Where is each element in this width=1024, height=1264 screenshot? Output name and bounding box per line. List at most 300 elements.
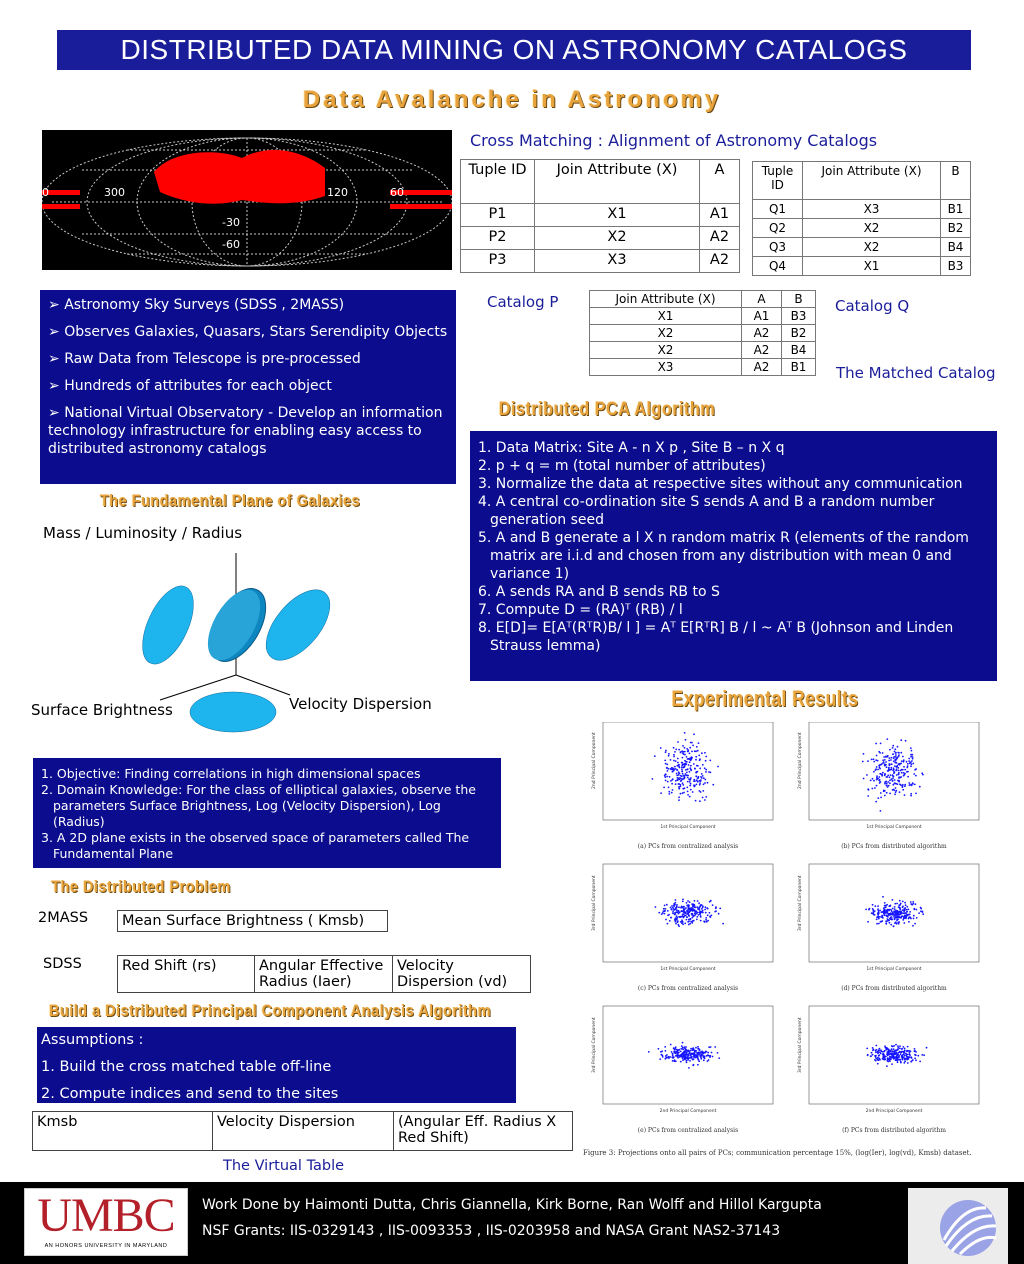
scatter-point [707, 914, 709, 916]
scatter-point [699, 911, 701, 913]
table-cell: A1 [700, 204, 740, 227]
scatter-point [665, 1050, 667, 1052]
scatter-point [892, 908, 894, 910]
scatter-point [904, 785, 906, 787]
scatter-point [897, 746, 899, 748]
scatter-point [693, 915, 695, 917]
scatter-point [876, 766, 878, 768]
scatter-point [670, 1044, 672, 1046]
scatter-point [701, 1051, 703, 1053]
scatter-point [666, 776, 668, 778]
scatter-point [907, 776, 909, 778]
scatter-point [695, 906, 697, 908]
scatter-point [891, 757, 893, 759]
scatter-point [897, 767, 899, 769]
table-cell: B4 [782, 342, 816, 359]
arrow-bullet-icon: ➢ [48, 378, 65, 394]
scatter-point [898, 773, 900, 775]
scatter-point [694, 911, 696, 913]
scatter-point [905, 1055, 907, 1057]
scatter-point [894, 922, 896, 924]
scatter-point [682, 792, 684, 794]
scatter-point [702, 764, 704, 766]
scatter-point [701, 1054, 703, 1056]
scatter-point [870, 1055, 872, 1057]
scatter-point [704, 921, 706, 923]
table-cell: A1 [742, 308, 782, 325]
scatter-point [680, 786, 682, 788]
scatter-point [873, 780, 875, 782]
scatter-point [917, 1055, 919, 1057]
scatter-point [666, 767, 668, 769]
scatter-point [888, 905, 890, 907]
scatter-point [880, 921, 882, 923]
scatter-point [692, 913, 694, 915]
scatter-point [891, 1048, 893, 1050]
scatter-point [908, 1050, 910, 1052]
scatter-point [909, 1054, 911, 1056]
scatter-point [670, 907, 672, 909]
scatter-point [904, 794, 906, 796]
scatter-point [681, 770, 683, 772]
assumptions-item: 2. Compute indices and send to the sites [41, 1086, 339, 1102]
scatter-point [695, 756, 697, 758]
objective-item: 2. Domain Knowledge: For the class of elliptical galaxies, observe the parameters Surface Brightness, Log (Velocity Dispersion), Log (Radius) [41, 782, 476, 829]
table-cell: P1 [461, 204, 535, 227]
scatter-ylabel: 3rd Principal Component [798, 1017, 803, 1073]
scatter-point [874, 787, 876, 789]
scatter-point [680, 907, 682, 909]
scatter-point [722, 923, 724, 925]
scatter-point [669, 1056, 671, 1058]
scatter-point [867, 921, 869, 923]
scatter-point [679, 767, 681, 769]
scatter-point [893, 1056, 895, 1058]
scatter-point [890, 774, 892, 776]
scatter-point [670, 780, 672, 782]
scatter-point [891, 1055, 893, 1057]
scatter-point [922, 911, 924, 913]
scatter-point [882, 759, 884, 761]
scatter-point [873, 771, 875, 773]
scatter-point [680, 1054, 682, 1056]
scatter-point [677, 911, 679, 913]
scatter-point [714, 911, 716, 913]
scatter-point [902, 1046, 904, 1048]
scatter-point [689, 761, 691, 763]
scatter-point [693, 786, 695, 788]
scatter-point [665, 919, 667, 921]
scatter-point [669, 776, 671, 778]
scatter-point [686, 1060, 688, 1062]
scatter-point [665, 750, 667, 752]
scatter-point [866, 774, 868, 776]
scatter-point [913, 773, 915, 775]
scatter-point [896, 774, 898, 776]
pca-step: 2. p + q = m (total number of attributes) [478, 458, 766, 474]
scatter-point [896, 903, 898, 905]
scatter-point [891, 763, 893, 765]
scatter-point [682, 1047, 684, 1049]
scatter-point [689, 785, 691, 787]
scatter-point [896, 923, 898, 925]
scatter-point [690, 789, 692, 791]
scatter-xlabel: 1st Principal Component [660, 825, 716, 830]
scatter-point [894, 908, 896, 910]
scatter-point [902, 789, 904, 791]
scatter-point [875, 801, 877, 803]
assumptions-item: 1. Build the cross matched table off-line [41, 1059, 332, 1075]
table-cell: (Angular Eff. Radius X Red Shift) [394, 1112, 573, 1151]
scatter-point [902, 756, 904, 758]
scatter-point [915, 909, 917, 911]
scatter-point [907, 763, 909, 765]
scatter-point [671, 1051, 673, 1053]
scatter-point [690, 1054, 692, 1056]
table-cell: Velocity Dispersion [213, 1112, 394, 1151]
scatter-point [680, 784, 682, 786]
scatter-point [693, 1049, 695, 1051]
scatter-point [889, 1056, 891, 1058]
scatter-point [668, 787, 670, 789]
scatter-point [682, 773, 684, 775]
scatter-point [862, 761, 864, 763]
scatter-point [907, 1062, 909, 1064]
scatter-point [693, 909, 695, 911]
scatter-point [683, 763, 685, 765]
scatter-point [888, 909, 890, 911]
scatter-point [877, 760, 879, 762]
scatter-point [705, 769, 707, 771]
scatter-point [886, 782, 888, 784]
scatter-point [883, 790, 885, 792]
scatter-point [889, 780, 891, 782]
scatter-point [665, 780, 667, 782]
figure-caption: Figure 3: Projections onto all pairs of PCs; communication percentage 15%, (log(Ier), log(vd), Kmsb) dataset. [583, 1149, 972, 1157]
arrow-bullet-icon: ➢ [48, 405, 65, 421]
experimental-scatter-plots [583, 722, 995, 1160]
scatter-point [865, 909, 867, 911]
table-cell: P2 [461, 227, 535, 250]
scatter-point [682, 788, 684, 790]
scatter-point [878, 917, 880, 919]
scatter-point [903, 761, 905, 763]
scatter-point [704, 799, 706, 801]
scatter-point [700, 1051, 702, 1053]
scatter-point [678, 925, 680, 927]
scatter-point [876, 1051, 878, 1053]
scatter-point [698, 742, 700, 744]
scatter-point [705, 1051, 707, 1053]
scatter-point [684, 760, 686, 762]
scatter-point [701, 752, 703, 754]
table-cell: X1 [535, 204, 700, 227]
scatter-point [705, 756, 707, 758]
scatter-point [687, 768, 689, 770]
scatter-point [894, 793, 896, 795]
scatter-point [893, 767, 895, 769]
scatter-point [690, 765, 692, 767]
scatter-point [891, 778, 893, 780]
scatter-point [652, 778, 654, 780]
scatter-point [911, 1057, 913, 1059]
scatter-point [879, 1048, 881, 1050]
scatter-point [907, 1046, 909, 1048]
scatter-ylabel: 3rd Principal Component [592, 875, 597, 931]
scatter-point [888, 920, 890, 922]
scatter-panel [797, 722, 979, 850]
scatter-point [872, 1047, 874, 1049]
scatter-point [696, 765, 698, 767]
scatter-point [894, 779, 896, 781]
scatter-point [884, 773, 886, 775]
table-cell: A2 [742, 325, 782, 342]
scatter-point [679, 916, 681, 918]
scatter-point [877, 1063, 879, 1065]
scatter-point [685, 769, 687, 771]
pca-step: 5. A and B generate a l X n random matrix R (elements of the random matrix are i.i.d and chosen from any distribution with mean 0 and variance 1) [478, 530, 969, 582]
scatter-ylabel: 3rd Principal Component [592, 1017, 597, 1073]
scatter-point [699, 790, 701, 792]
scatter-point [912, 756, 914, 758]
scatter-point [872, 1054, 874, 1056]
scatter-point [886, 920, 888, 922]
scatter-xlabel: 1st Principal Component [866, 967, 922, 972]
assumptions-box [37, 1027, 516, 1103]
scatter-point [682, 757, 684, 759]
scatter-point [678, 1049, 680, 1051]
catalog-q-header: Join Attribute (X) [803, 162, 941, 200]
scatter-point [894, 910, 896, 912]
scatter-point [682, 782, 684, 784]
scatter-point [879, 766, 881, 768]
scatter-point [901, 1048, 903, 1050]
scatter-point [690, 769, 692, 771]
scatter-point [704, 779, 706, 781]
scatter-point [684, 775, 686, 777]
scatter-point [900, 770, 902, 772]
scatter-point [874, 910, 876, 912]
scatter-point [877, 769, 879, 771]
scatter-point [696, 784, 698, 786]
catalog-p-header: Join Attribute (X) [535, 160, 700, 204]
pca-algorithm-heading: Distributed PCA Algorithm [498, 399, 716, 420]
scatter-point [692, 791, 694, 793]
table-cell: X2 [535, 227, 700, 250]
scatter-point [686, 916, 688, 918]
scatter-point [676, 773, 678, 775]
scatter-point [663, 908, 665, 910]
scatter-point [911, 760, 913, 762]
scatter-point [909, 784, 911, 786]
catalog-p-table [460, 159, 740, 273]
scatter-point [689, 747, 691, 749]
scatter-point [897, 1045, 899, 1047]
scatter-point [908, 760, 910, 762]
catalog-q-header: B [941, 162, 971, 200]
scatter-point [688, 920, 690, 922]
scatter-point [896, 919, 898, 921]
scatter-point [893, 1048, 895, 1050]
scatter-point [672, 1060, 674, 1062]
scatter-point [668, 793, 670, 795]
scatter-point [694, 1055, 696, 1057]
scatter-point [880, 1049, 882, 1051]
scatter-point [696, 780, 698, 782]
footer-grants: NSF Grants: IIS-0329143 , IIS-0093353 , IIS-0203958 and NASA Grant NAS2-37143 [202, 1223, 781, 1239]
scatter-point [879, 752, 881, 754]
scatter-point [648, 1051, 650, 1053]
scatter-point [714, 1046, 716, 1048]
scatter-point [874, 1055, 876, 1057]
scatter-point [689, 771, 691, 773]
scatter-point [699, 782, 701, 784]
scatter-point [681, 1045, 683, 1047]
scatter-point [711, 1052, 713, 1054]
scatter-point [914, 923, 916, 925]
scatter-point [704, 1055, 706, 1057]
scatter-point [888, 767, 890, 769]
scatter-point [908, 1056, 910, 1058]
scatter-point [872, 908, 874, 910]
scatter-point [892, 753, 894, 755]
scatter-point [891, 910, 893, 912]
table-cell: B1 [782, 359, 816, 376]
scatter-point [883, 756, 885, 758]
matched-header: A [742, 291, 782, 308]
scatter-point [673, 1047, 675, 1049]
scatter-point [675, 783, 677, 785]
scatter-point [888, 769, 890, 771]
scatter-point [674, 751, 676, 753]
scatter-point [881, 915, 883, 917]
scatter-point [899, 1045, 901, 1047]
scatter-point [694, 780, 696, 782]
scatter-point [910, 1061, 912, 1063]
scatter-point [882, 917, 884, 919]
survey-item: ➢ Astronomy Sky Surveys (SDSS , 2MASS) [48, 297, 345, 313]
scatter-point [886, 792, 888, 794]
scatter-point [689, 753, 691, 755]
scatter-point [895, 754, 897, 756]
scatter-point [700, 779, 702, 781]
scatter-point [892, 778, 894, 780]
scatter-point [704, 1057, 706, 1059]
assumptions-item: Assumptions : [41, 1032, 144, 1048]
scatter-point [688, 1050, 690, 1052]
scatter-point [886, 738, 888, 740]
scatter-point [707, 920, 709, 922]
scatter-subcaption: (e) PCs from centralized analysis [637, 1127, 739, 1134]
scatter-point [921, 1054, 923, 1056]
scatter-point [689, 1052, 691, 1054]
scatter-point [878, 780, 880, 782]
institution-logo [908, 1188, 1008, 1264]
scatter-point [665, 774, 667, 776]
axis-label-top: Mass / Luminosity / Radius [43, 524, 243, 542]
scatter-point [875, 743, 877, 745]
scatter-point [700, 916, 702, 918]
scatter-point [907, 909, 909, 911]
scatter-point [661, 1050, 663, 1052]
scatter-point [676, 909, 678, 911]
subtitle: Data Avalanche in Astronomy [302, 86, 722, 113]
scatter-point [908, 782, 910, 784]
scatter-point [875, 1045, 877, 1047]
scatter-point [889, 763, 891, 765]
scatter-point [684, 1048, 686, 1050]
table-cell: X2 [803, 219, 941, 238]
matched-catalog-label: The Matched Catalog [836, 364, 996, 382]
scatter-point [911, 750, 913, 752]
pca-step: 1. Data Matrix: Site A - n X p , Site B – n X q [478, 440, 785, 456]
scatter-xlabel: 1st Principal Component [660, 967, 716, 972]
scatter-point [922, 913, 924, 915]
scatter-point [664, 760, 666, 762]
scatter-panel [797, 864, 979, 992]
scatter-point [884, 1058, 886, 1060]
scatter-point [704, 782, 706, 784]
scatter-point [699, 784, 701, 786]
scatter-point [671, 792, 673, 794]
scatter-point [866, 1048, 868, 1050]
scatter-point [912, 903, 914, 905]
table-cell: X3 [803, 200, 941, 219]
scatter-point [898, 1057, 900, 1059]
scatter-point [674, 1047, 676, 1049]
scatter-point [689, 901, 691, 903]
scatter-point [900, 784, 902, 786]
scatter-point [906, 1050, 908, 1052]
scatter-point [672, 910, 674, 912]
table-cell: Q4 [753, 257, 803, 276]
scatter-point [873, 761, 875, 763]
virtual-table [32, 1111, 573, 1151]
scatter-xlabel: 2nd Principal Component [865, 1109, 923, 1114]
scatter-point [906, 771, 908, 773]
scatter-point [677, 921, 679, 923]
scatter-point [699, 800, 701, 802]
scatter-point [885, 922, 887, 924]
scatter-point [888, 760, 890, 762]
scatter-point [884, 902, 886, 904]
scatter-point [910, 901, 912, 903]
scatter-point [676, 1054, 678, 1056]
scatter-point [885, 906, 887, 908]
scatter-point [915, 903, 917, 905]
scatter-point [902, 1056, 904, 1058]
scatter-point [670, 768, 672, 770]
scatter-point [905, 918, 907, 920]
objective-item: 3. A 2D plane exists in the observed space of parameters called The Fundamental Plane [41, 830, 470, 861]
scatter-point [671, 783, 673, 785]
scatter-point [903, 1051, 905, 1053]
scatter-point [887, 786, 889, 788]
scatter-panel [591, 1006, 773, 1134]
scatter-point [902, 769, 904, 771]
scatter-point [911, 754, 913, 756]
scatter-point [915, 1059, 917, 1061]
scatter-point [891, 1045, 893, 1047]
axis-label-left: Surface Brightness [31, 701, 173, 719]
scatter-point [913, 918, 915, 920]
scatter-point [668, 914, 670, 916]
scatter-point [684, 1057, 686, 1059]
scatter-point [883, 914, 885, 916]
scatter-point [896, 762, 898, 764]
scatter-subcaption: (d) PCs from distributed algorithm [841, 985, 947, 992]
scatter-point [705, 917, 707, 919]
